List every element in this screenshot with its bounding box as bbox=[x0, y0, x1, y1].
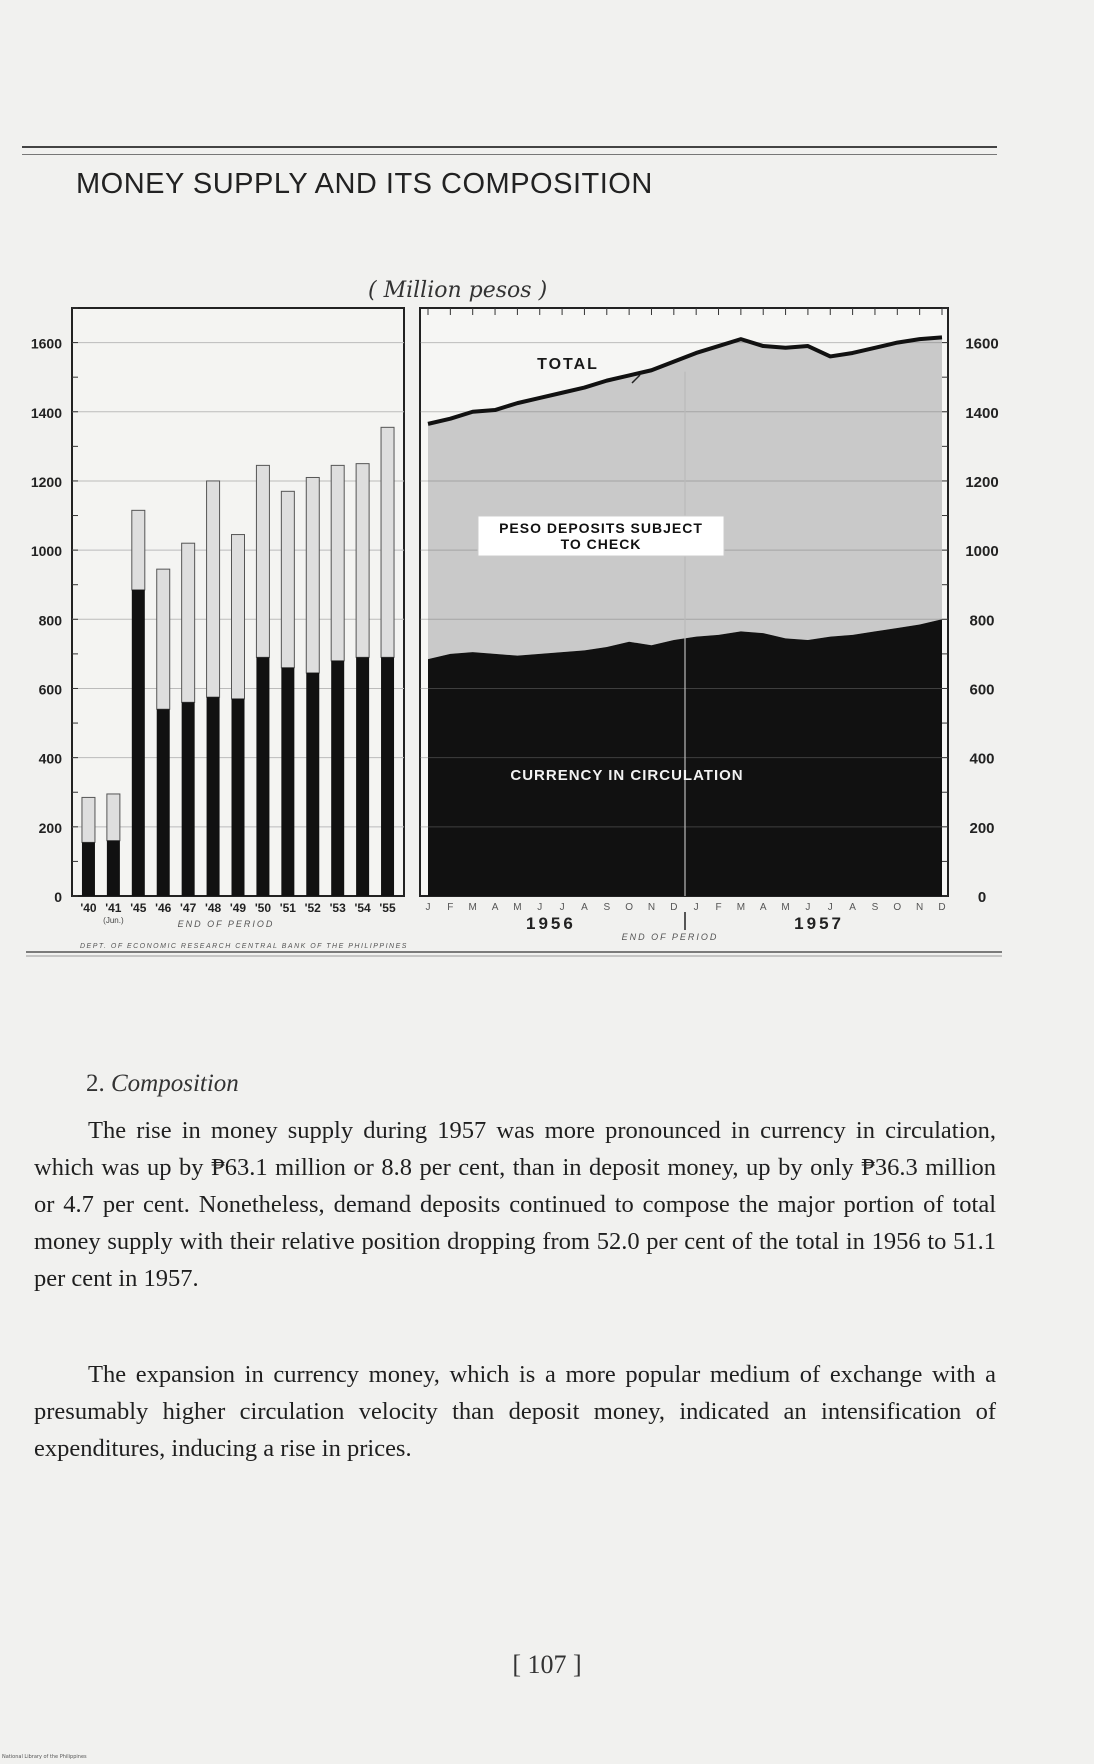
bar-ytick-label: 0 bbox=[54, 889, 62, 905]
top-rule-thin bbox=[22, 154, 997, 155]
bar-currency-segment bbox=[356, 657, 369, 896]
bar-currency-segment bbox=[107, 841, 120, 896]
area-xtick-label: J bbox=[537, 902, 543, 913]
area-ytick-label: 1600 bbox=[965, 335, 999, 353]
chart-unit-label: ( Million pesos ) bbox=[368, 278, 548, 303]
bar-deposits-segment bbox=[256, 465, 269, 657]
bar-xtick-label: '55 bbox=[379, 901, 396, 915]
bar-category-note: (Jun.) bbox=[103, 916, 124, 925]
bar-deposits-segment bbox=[281, 491, 294, 667]
bar-currency-segment bbox=[256, 657, 269, 896]
bar-currency-segment bbox=[331, 661, 344, 896]
area-xtick-label: O bbox=[625, 902, 634, 913]
bar-currency-segment bbox=[132, 590, 145, 896]
bar-deposits-segment bbox=[356, 464, 369, 658]
bar-xtick-label: '49 bbox=[229, 901, 247, 915]
area-xtick-label: M bbox=[513, 902, 522, 913]
bar-xlabel: END OF PERIOD bbox=[177, 919, 275, 929]
bar-ytick-label: 200 bbox=[38, 819, 62, 836]
bar-deposits-segment bbox=[232, 535, 245, 699]
area-ytick-label: 1000 bbox=[965, 543, 999, 561]
area-xtick-label: S bbox=[603, 902, 611, 913]
bar-ytick-label: 1600 bbox=[30, 335, 62, 352]
bar-currency-segment bbox=[306, 673, 319, 896]
bar-xtick-label: '54 bbox=[354, 901, 371, 915]
area-xtick-label: S bbox=[871, 902, 879, 913]
bar-ytick-label: 600 bbox=[38, 681, 62, 698]
page-title: MONEY SUPPLY AND ITS COMPOSITION bbox=[76, 168, 653, 200]
bar-deposits-segment bbox=[182, 543, 195, 702]
year-label-1956: 1956 bbox=[525, 914, 576, 933]
bar-xtick-label: '46 bbox=[155, 901, 172, 915]
paragraph-2: The expansion in currency money, which is a more popular medium of exchange with a presumably higher circulation velocity than deposit money, indicated an intensification of expenditures, inducing a rise in prices. bbox=[34, 1361, 996, 1462]
bar-xtick-label: '47 bbox=[180, 901, 197, 915]
area-xtick-label: F bbox=[715, 902, 722, 913]
bar-currency-segment bbox=[182, 702, 195, 896]
bar-deposits-segment bbox=[306, 477, 319, 672]
area-ytick-label: 400 bbox=[969, 750, 995, 768]
area-xtick-label: A bbox=[849, 902, 856, 913]
bar-ytick-label: 1200 bbox=[30, 473, 62, 490]
area-xtick-label: M bbox=[736, 902, 746, 913]
area-xtick-label: M bbox=[468, 902, 477, 913]
bar-deposits-segment bbox=[82, 797, 95, 842]
area-xtick-label: N bbox=[916, 902, 924, 913]
footer-credit: National Library of the Philippines bbox=[2, 1754, 87, 1760]
source-note: DEPT. OF ECONOMIC RESEARCH CENTRAL BANK OF THE PHILIPPINES bbox=[80, 943, 408, 950]
bar-currency-segment bbox=[281, 668, 294, 896]
area-ytick-label: 600 bbox=[969, 681, 995, 699]
bar-deposits-segment bbox=[157, 569, 170, 709]
bar-ytick-label: 1000 bbox=[30, 543, 62, 560]
area-xtick-label: J bbox=[425, 902, 431, 913]
area-ytick-label: 800 bbox=[969, 612, 995, 630]
bar-ytick-label: 400 bbox=[38, 750, 62, 767]
currency-label: CURRENCY IN CIRCULATION bbox=[510, 767, 744, 784]
bar-currency-segment bbox=[381, 657, 394, 896]
area-xtick-label: D bbox=[938, 902, 946, 913]
bar-ytick-label: 800 bbox=[38, 612, 62, 629]
bar-deposits-segment bbox=[107, 794, 120, 841]
bar-deposits-segment bbox=[207, 481, 220, 697]
area-xtick-label: J bbox=[693, 902, 699, 913]
bar-xtick-label: '45 bbox=[130, 901, 147, 915]
area-xtick-label: N bbox=[647, 902, 656, 913]
bar-xtick-label: '52 bbox=[304, 901, 321, 915]
area-xtick-label: O bbox=[893, 902, 902, 913]
area-xlabel: END OF PERIOD bbox=[621, 932, 719, 942]
area-xtick-label: F bbox=[447, 902, 454, 913]
bar-xtick-label: '40 bbox=[80, 901, 97, 915]
bar-deposits-segment bbox=[132, 510, 145, 590]
bar-currency-segment bbox=[232, 699, 245, 896]
area-xtick-label: A bbox=[759, 902, 767, 913]
deposits-label-line2: TO CHECK bbox=[560, 536, 642, 552]
page-number: [ 107 ] bbox=[512, 1650, 582, 1679]
area-xtick-label: M bbox=[781, 902, 790, 913]
bar-xtick-label: '51 bbox=[279, 901, 296, 915]
area-xtick-label: A bbox=[491, 902, 499, 913]
monthly-area-chart bbox=[420, 308, 999, 942]
area-xtick-label: J bbox=[827, 902, 833, 913]
year-label-1957: 1957 bbox=[794, 914, 845, 933]
bar-deposits-segment bbox=[331, 465, 344, 660]
bar-xtick-label: '48 bbox=[204, 901, 222, 915]
chart-notes bbox=[26, 943, 1002, 956]
bar-xtick-label: '53 bbox=[329, 901, 346, 915]
area-xtick-label: J bbox=[559, 902, 565, 913]
area-ytick-label: 1400 bbox=[965, 404, 999, 422]
bar-deposits-segment bbox=[381, 427, 394, 657]
bar-currency-segment bbox=[207, 697, 220, 896]
section-number: 2. bbox=[86, 1070, 105, 1097]
total-label: TOTAL bbox=[537, 356, 599, 373]
paragraph-1: The rise in money supply during 1957 was more pronounced in currency in circulation, which was up by ₱63.1 million or 8.8 per cent, than in deposit money, up by only ₱36.3 million or 4.7 per cent. Nonetheless, demand deposits continued to compose the major portion of total money supply with their relative position dropping from 52.0 per cent of the total in 1956 to 51.1 per cent in 1957. bbox=[34, 1117, 996, 1292]
annual-bar-chart bbox=[31, 308, 404, 929]
area-xtick-label: D bbox=[670, 902, 678, 913]
section-heading-text: Composition bbox=[111, 1070, 239, 1097]
area-ytick-label: 1200 bbox=[965, 473, 999, 491]
deposits-label-line1: PESO DEPOSITS SUBJECT bbox=[499, 520, 703, 536]
bar-xtick-label: '50 bbox=[254, 901, 272, 915]
bar-ytick-label: 1400 bbox=[30, 404, 62, 421]
bar-currency-segment bbox=[82, 842, 95, 896]
area-ytick-label: 200 bbox=[969, 819, 995, 837]
bar-currency-segment bbox=[157, 709, 170, 896]
money-supply-chart bbox=[0, 300, 1094, 980]
area-ytick-label: 0 bbox=[977, 889, 987, 906]
section-heading bbox=[86, 1070, 239, 1098]
area-xtick-label: J bbox=[805, 902, 811, 913]
bar-xtick-label: '41 bbox=[105, 901, 122, 915]
area-xtick-label: A bbox=[581, 902, 588, 913]
top-rule bbox=[22, 146, 997, 148]
